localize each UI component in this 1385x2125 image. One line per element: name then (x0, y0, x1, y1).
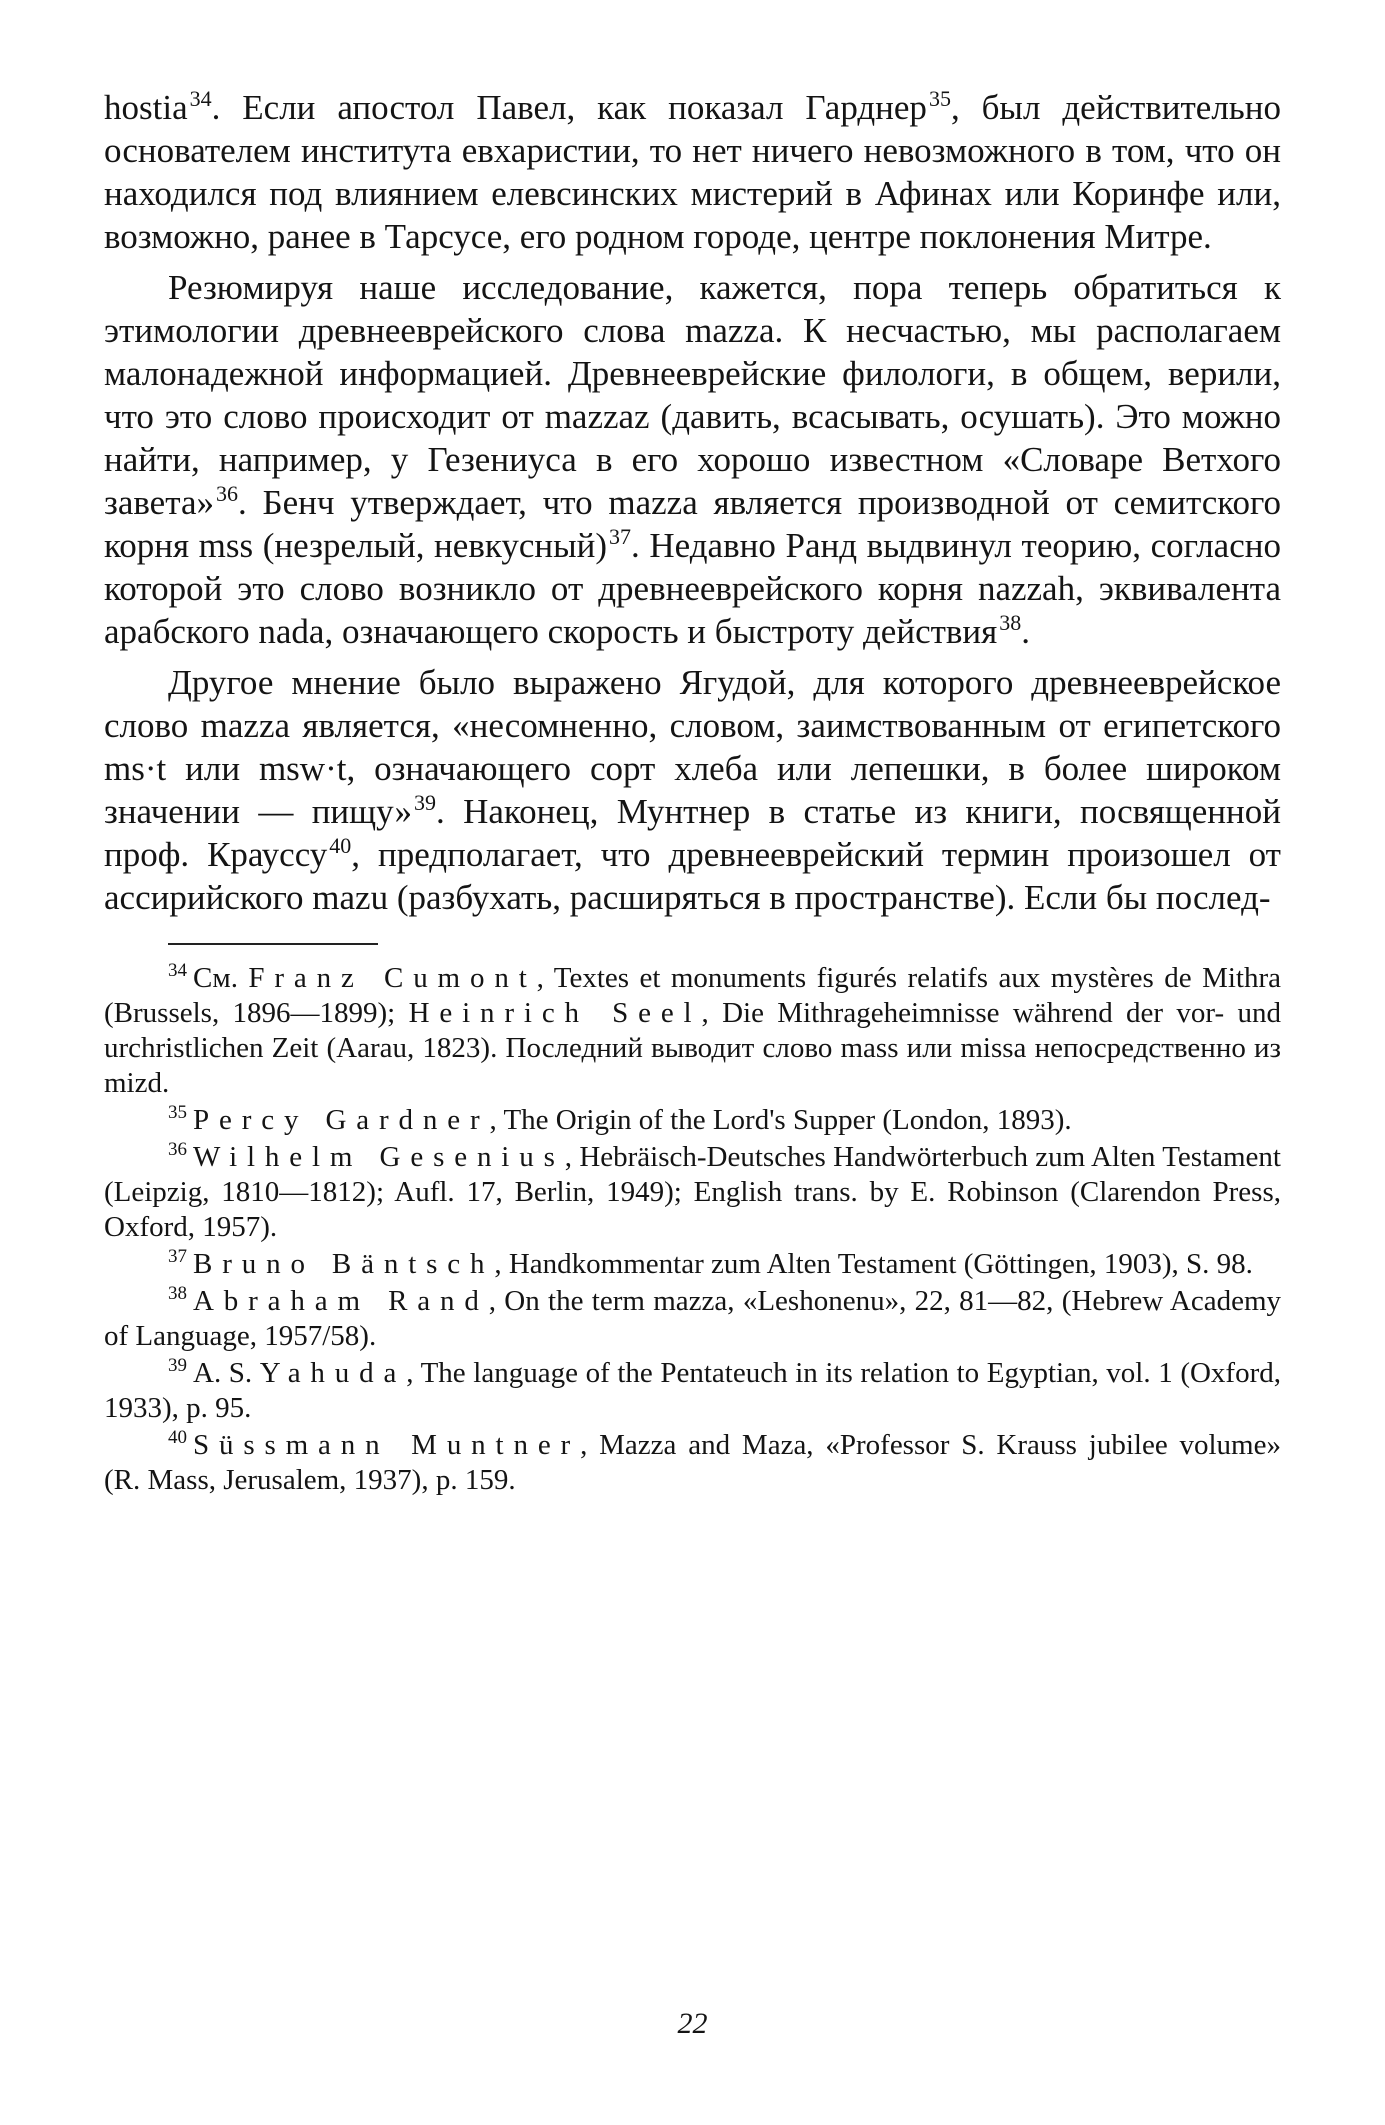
citation-text: , Hebräisch-Deutsches Handwörterbuch zum Alten Testament (Leipzig, 1810—1812); Aufl. 17, Berlin, 1949); English trans. by E. Robinson (Clarendon Press, Oxford, 1957). (104, 1141, 1281, 1243)
text-run: , был действительно основателем института евхаристии, то нет ничего невозможного в том, что он находился под влиянием елевсинских мистерий в Афинах или Коринфе или, возможно, ранее в Тарсусе, его родном городе, центре поклонения Митре. (104, 88, 1282, 256)
footnote (104, 961, 1281, 1101)
citation-text: , Mazza and Maza, «Professor S. Krauss jubilee volume» (R. Mass, Jerusalem, 1937), p. 159. (104, 1429, 1281, 1496)
text-run: hostia (104, 88, 188, 127)
page-number: 22 (677, 2007, 708, 2040)
footnote-number: 40 (168, 1427, 187, 1449)
citation-text: A. S. (193, 1357, 260, 1389)
text-run: . Бенч утверждает, что mazza является производной от семитского корня mss (незрелый, невкусный) (104, 483, 1281, 565)
footnote-number: 36 (168, 1139, 187, 1161)
citation-text: , Textes et monuments figurés relatifs aux mystères de Mithra (Brussels, 1896—1899); (104, 962, 1281, 1029)
citation-text: , Die Mithrageheimnisse während der vor- und urchristlichen Zeit (Aarau, 1823). Последний выводит слово mass или missa непосредственно из mizd. (104, 997, 1281, 1099)
text-run: . Наконец, Мунтнер в статье из книги, посвященной проф. Крауссу (104, 792, 1281, 874)
paragraph (104, 266, 1281, 653)
author-name: Franz Cumont (248, 962, 537, 994)
footnotes (104, 961, 1281, 1498)
text-run: Резюмируя наше исследование, кажется, пора теперь обратиться к этимологии древнееврейского слова mazza. К несчастью, мы располагаем малонадежной информацией. Древнееврейские филологи, в общем, верили, что это слово происходит от mazzaz (давить, всасывать, осушать). Это можно найти, например, у Гезениуса в его хорошо известном «Словаре Ветхого завета» (104, 268, 1281, 522)
text-run: . Если апостол Павел, как показал Гарднер (211, 88, 927, 127)
footnote (104, 1103, 1281, 1138)
author-name: Bruno Bäntsch (193, 1248, 495, 1280)
author-name: Abraham Rand (193, 1285, 489, 1317)
footnote-number: 39 (168, 1355, 187, 1377)
footnote-reference: 38 (999, 610, 1022, 636)
footnote (104, 1356, 1281, 1426)
footnote-reference: 37 (609, 524, 632, 550)
text-run: , предполагает, что древнееврейский термин произошел от ассирийского mazu (разбухать, расширяться в пространстве). Если бы послед- (104, 835, 1281, 917)
footnote-reference: 34 (189, 86, 212, 112)
footnote-reference: 36 (215, 481, 238, 507)
author-name: Wilhelm Gesenius (193, 1141, 565, 1173)
citation-text: , The language of the Pentateuch in its relation to Egyptian, vol. 1 (Oxford, 1933), p. 95. (104, 1357, 1281, 1424)
footnote-reference: 40 (329, 833, 352, 859)
text-run: . (1021, 612, 1031, 651)
author-name: Süssmann Muntner (193, 1429, 581, 1461)
citation-text: См. (193, 962, 249, 994)
footnote (104, 1140, 1281, 1245)
paragraph (104, 661, 1281, 919)
text-run: Другое мнение было выражено Ягудой, для которого древнееврейское слово mazza является, «несомненно, словом, заимствованным от египетского ms·t или msw·t, означающего сорт хлеба или лепешки, в более широком значении — пищу» (104, 663, 1281, 831)
footnote-number: 34 (168, 960, 187, 982)
author-name: Percy Gardner (193, 1104, 490, 1136)
footnote-number: 38 (168, 1283, 187, 1305)
footnote (104, 1428, 1281, 1498)
footnote-divider (168, 943, 378, 945)
footnote-reference: 35 (928, 86, 951, 112)
citation-text: , Handkommentar zum Alten Testament (Göttingen, 1903), S. 98. (494, 1248, 1253, 1280)
footnote-reference: 39 (413, 790, 436, 816)
footnote-number: 37 (168, 1246, 187, 1268)
author-name: Heinrich Seel (408, 997, 702, 1029)
author-name: Yahuda (259, 1357, 407, 1389)
footnote-number: 35 (168, 1102, 187, 1124)
citation-text: , The Origin of the Lord's Supper (London, 1893). (489, 1104, 1072, 1136)
paragraph (104, 86, 1281, 258)
footnote (104, 1284, 1281, 1354)
main-text (104, 86, 1281, 919)
citation-text: , On the term mazza, «Leshonenu», 22, 81—82, (Hebrew Academy of Language, 1957/58). (104, 1285, 1282, 1352)
text-run: . Недавно Ранд выдвинул теорию, согласно которой это слово возникло от древнееврейского корня nazzah, эквивалента арабского nada, означающего скорость и быстроту действия (104, 526, 1281, 651)
footnote (104, 1247, 1281, 1282)
